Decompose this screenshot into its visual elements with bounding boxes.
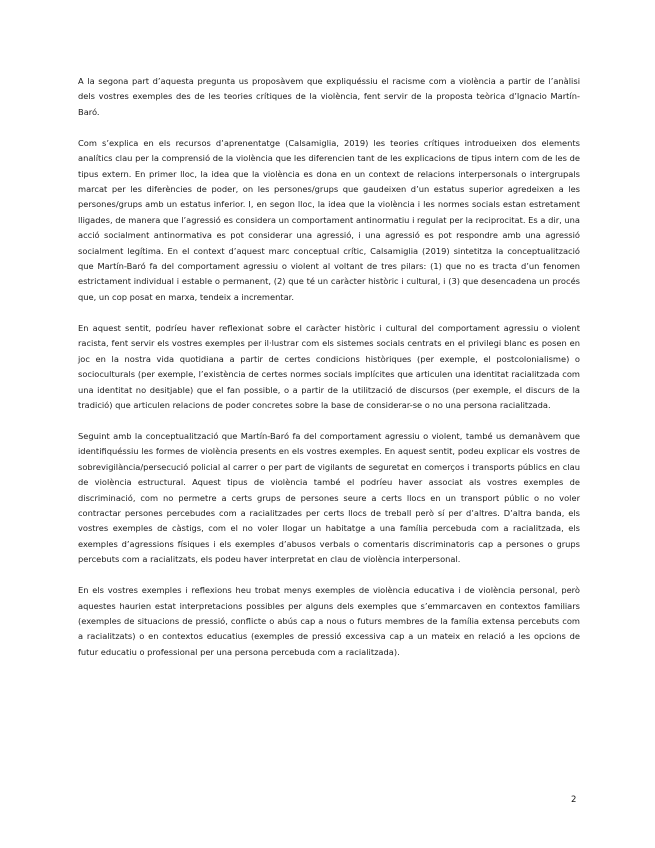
paragraph-1: A la segona part d’aquesta pregunta us proposàvem que expliquéssiu el racisme com a violència a partir de l’anàlisi dels vostres exemples des de les teories crítiques de la violència, fent servir de la proposta teòrica d’Ignacio Martín-Baró. xyxy=(78,76,580,117)
document-body xyxy=(78,74,580,676)
paragraph-2: Com s’explica en els recursos d’aprenentatge (Calsamiglia, 2019) les teories crítiques introdueixen dos elements analítics clau per la comprensió de la violència que les diferencien tant de les explicacions de tipus intern com de les de tipus extern. En primer lloc, la idea que la violència es dona en un context de relacions interpersonals o intergrupals marcat per les diferències de poder, on les persones/grups que gaudeixen d’un estatus superior agredeixen a les persones/grups amb un estatus inferior. I, en segon lloc, la idea que la violència i les normes socials estan estretament lligades, de manera que l’agressió es considera un comportament antinormatiu i regulat per la reciprocitat. Es a dir, una acció socialment antinormativa es pot considerar una agressió, i una agressió es pot respondre amb una agressió socialment legítima. En el context d’aquest marc conceptual crític, Calsamiglia (2019) sintetitza la conceptualització que Martín-Baró fa del comportament agressiu o violent al voltant de tres pilars: (1) que no es tracta d’un fenomen estrictament individual i estable o permanent, (2) que té un caràcter històric i cultural, i (3) que desencadena un procés que, un cop posat en marxa, tendeix a incrementar. xyxy=(78,137,580,302)
page-number: 2 xyxy=(571,795,577,805)
paragraph-4: Seguint amb la conceptualització que Martín-Baró fa del comportament agressiu o violent, també us demanàvem que identifiquéssiu les formes de violència presents en els vostres exemples. En aquest sentit, podeu explicar els vostres de sobrevigilància/persecució policial al carrer o per part de vigilants de seguretat en comerços i transports públics en clau de violència estructural. Aquest tipus de violència també el podríeu haver associat als vostres exemples de discriminació, com no permetre a certs grups de persones seure a certs llocs en un transport públic o no voler contractar persones percebudes com a racialitzades per certs llocs de treball però sí per d’altres. D’altra banda, els vostres exemples de càstigs, com el no voler llogar un habitatge a una família percebuda com a racialitzada, els exemples d’agressions físiques i els exemples d’abusos verbals o comentaris discriminatoris cap a persones o grups percebuts com a racialitzats, els podeu haver interpretat en clau de violència interpersonal. xyxy=(78,430,580,565)
paragraph-3: En aquest sentit, podríeu haver reflexionat sobre el caràcter històric i cultural del comportament agressiu o violent racista, fent servir els vostres exemples per il·lustrar com els sistemes socials centrats en el privilegi blanc es posen en joc en la nostra vida quotidiana a partir de certes condicions històriques (per exemple, el postcolonialisme) o socioculturals (per exemple, l’existència de certes normes socials implícites que articulen una identitat racialitzada com una identitat no desitjable) que el fan possible, o a partir de la utilització de discursos (per exemple, el discurs de la tradició) que articulen relacions de poder concretes sobre la base de considerar-se o no una persona racialitzada. xyxy=(78,322,580,410)
paragraph-5: En els vostres exemples i reflexions heu trobat menys exemples de violència educativa i de violència personal, però aquestes haurien estat interpretacions possibles per alguns dels exemples que s’emmarcaven en contextos familiars (exemples de situacions de pressió, conflicte o abús cap a nous o futurs membres de la família extensa percebuts com a racialitzats) o en contextos educatius (exemples de pressió excessiva cap a un mateix en relació a les opcions de futur educatiu o professional per una persona percebuda com a racialitzada). xyxy=(78,585,580,657)
